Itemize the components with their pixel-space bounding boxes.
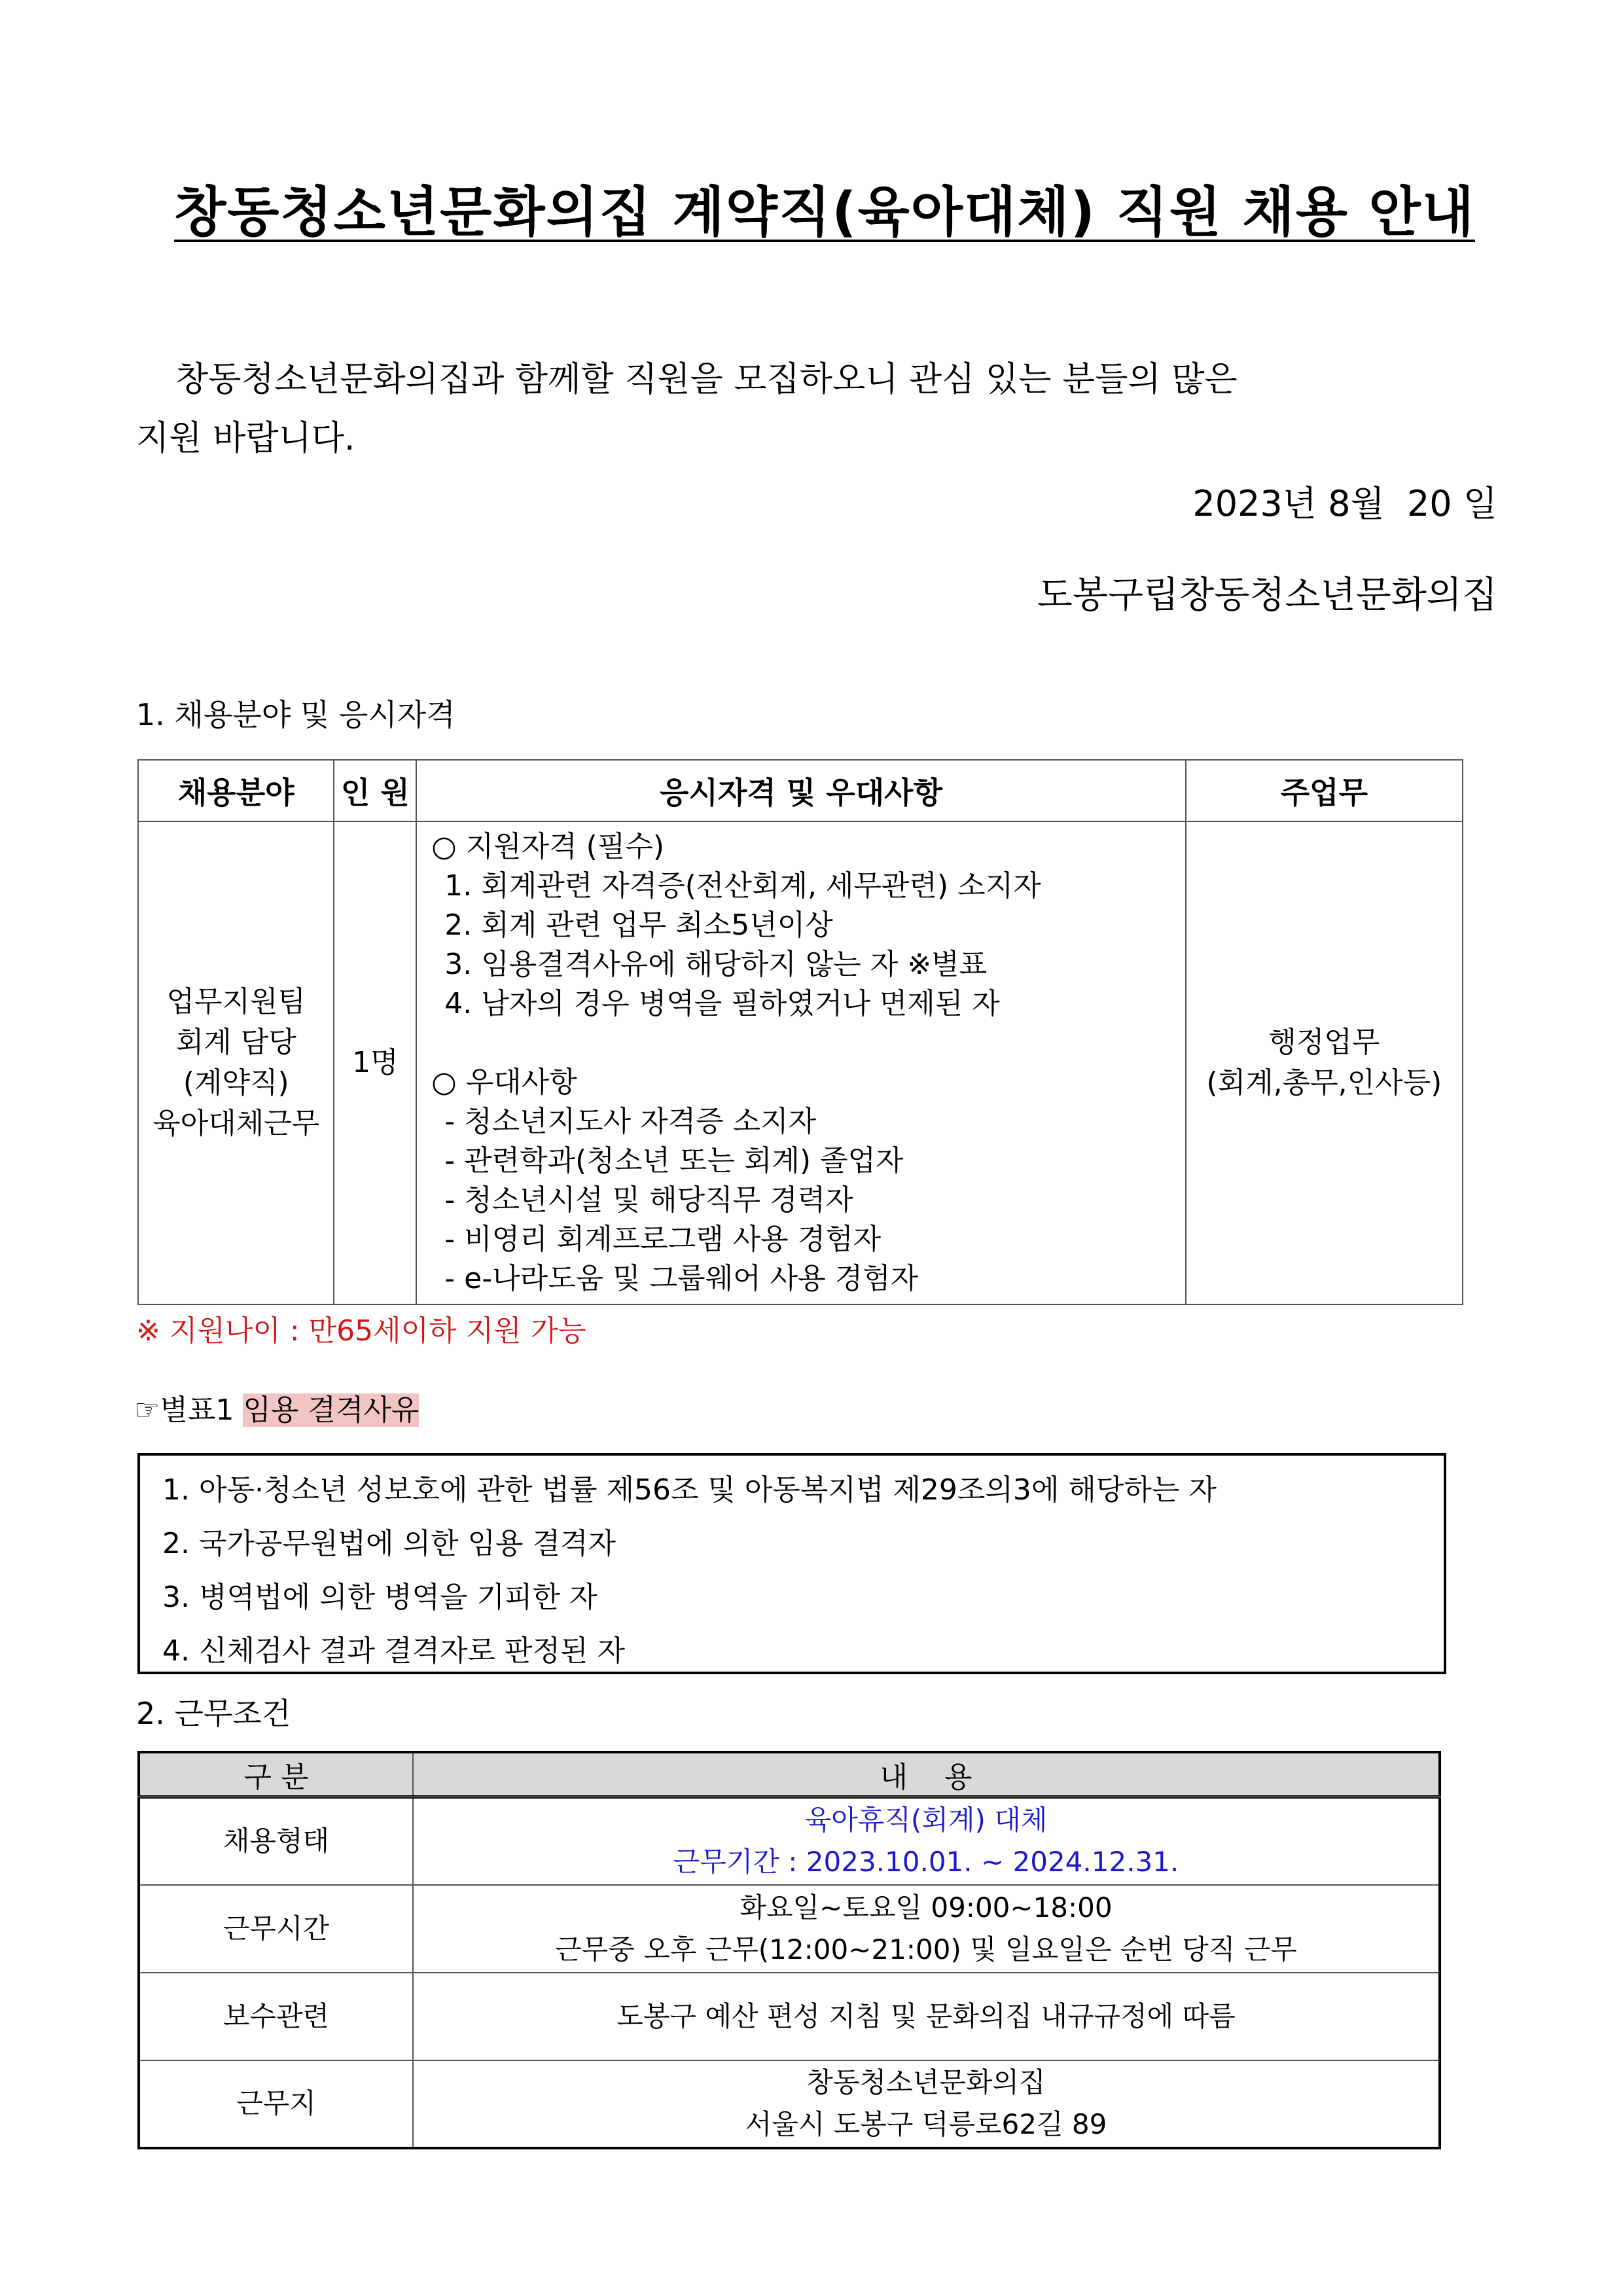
conditions-row xyxy=(139,2060,1440,2148)
header-field: 채용분야 xyxy=(138,760,334,821)
appendix-label-prefix: ☞별표1 xyxy=(134,1393,234,1427)
qualification-item: 3. 임용결격사유에 해당하지 않는 자 ※별표 xyxy=(444,948,988,981)
header-content: 내 용 xyxy=(413,1752,1440,1797)
disqualification-box xyxy=(137,1453,1446,1674)
organization-name: 도봉구립창동청소년문화의집 xyxy=(1037,574,1497,617)
condition-label: 근무지 xyxy=(139,2060,413,2148)
recruitment-table xyxy=(137,759,1463,1305)
condition-line: 근무기간 : 2023.10.01. ~ 2024.12.31. xyxy=(673,1846,1179,1878)
section-2-heading: 2. 근무조건 xyxy=(136,1696,291,1731)
condition-value xyxy=(413,1797,1440,1885)
header-duty: 주업무 xyxy=(1186,760,1463,821)
qualification-item: 2. 회계 관련 업무 최소5년이상 xyxy=(444,908,833,942)
conditions-row xyxy=(139,1797,1440,1885)
field-line: 업무지원팀 xyxy=(166,985,306,1018)
field-line: (계약직) xyxy=(183,1066,289,1100)
qualification-cell xyxy=(416,821,1186,1304)
condition-line: 육아휴직(회계) 대체 xyxy=(804,1804,1048,1837)
condition-line: 서울시 도봉구 덕릉로62길 89 xyxy=(745,2108,1107,2140)
condition-value xyxy=(413,1973,1440,2060)
preference-item: - e-나라도움 및 그룹웨어 사용 경험자 xyxy=(444,1262,919,1295)
duty-cell xyxy=(1186,821,1463,1304)
preference-item: - 관련학과(청소년 또는 회계) 졸업자 xyxy=(444,1144,904,1177)
field-line: 회계 담당 xyxy=(175,1026,296,1059)
condition-line: 창동청소년문화의집 xyxy=(806,2066,1046,2098)
spacer xyxy=(423,1024,1185,1063)
conditions-row xyxy=(139,1885,1440,1973)
age-note: ※ 지원나이 : 만65세이하 지원 가능 xyxy=(136,1314,586,1348)
condition-line: 화요일~토요일 09:00~18:00 xyxy=(740,1891,1113,1924)
condition-label: 채용형태 xyxy=(139,1797,413,1885)
condition-label: 근무시간 xyxy=(139,1885,413,1973)
appendix-label xyxy=(134,1391,419,1430)
header-count: 인 원 xyxy=(334,760,416,821)
conditions-row xyxy=(139,1973,1440,2060)
recruitment-header-row xyxy=(138,760,1463,821)
disqualification-item: 3. 병역법에 의한 병역을 기피한 자 xyxy=(162,1581,597,1614)
condition-line: 근무중 오후 근무(12:00~21:00) 및 일요일은 순번 당직 근무 xyxy=(555,1933,1297,1965)
duty-line: 행정업무 xyxy=(1268,1026,1380,1059)
qualification-item: 1. 회계관련 자격증(전산회계, 세무관련) 소지자 xyxy=(444,869,1041,903)
condition-line: 도봉구 예산 편성 지침 및 문화의집 내규규정에 따름 xyxy=(616,2000,1236,2032)
disqualification-item: 4. 신체검사 결과 결격자로 판정된 자 xyxy=(162,1634,625,1668)
section-1-heading: 1. 채용분야 및 응시자격 xyxy=(136,697,455,732)
preference-item: - 비영리 회계프로그램 사용 경험자 xyxy=(444,1223,882,1256)
condition-value xyxy=(413,2060,1440,2148)
qualification-title: ○ 지원자격 (필수) xyxy=(431,830,665,863)
preference-item: - 청소년시설 및 해당직무 경력자 xyxy=(444,1183,853,1217)
preference-title: ○ 우대사항 xyxy=(431,1066,577,1099)
condition-label: 보수관련 xyxy=(139,1973,413,2060)
header-qualification: 응시자격 및 우대사항 xyxy=(416,760,1186,821)
appendix-label-highlight: 임용 결격사유 xyxy=(243,1393,419,1427)
conditions-header-row xyxy=(139,1752,1440,1797)
conditions-table xyxy=(137,1751,1441,2149)
intro-line-2: 지원 바랍니다. xyxy=(136,419,355,458)
page-title: 창동청소년문화의집 계약직(육아대체) 직원 채용 안내 xyxy=(174,181,1475,243)
field-cell xyxy=(138,821,334,1304)
announcement-date: 2023년 8월 20 일 xyxy=(1192,483,1497,524)
preference-item: - 청소년지도사 자격증 소지자 xyxy=(444,1105,817,1138)
header-category: 구 분 xyxy=(139,1752,413,1797)
duty-line: (회계,총무,인사등) xyxy=(1206,1066,1442,1100)
qualification-item: 4. 남자의 경우 병역을 필하였거나 면제된 자 xyxy=(444,987,1000,1020)
disqualification-item: 2. 국가공무원법에 의한 임용 결격자 xyxy=(162,1527,616,1560)
condition-value xyxy=(413,1885,1440,1973)
intro-line-1: 창동청소년문화의집과 함께할 직원을 모집하오니 관심 있는 분들의 많은 xyxy=(175,360,1238,399)
disqualification-item: 1. 아동·청소년 성보호에 관한 법률 제56조 및 아동복지법 제29조의3에 해당하는 자 xyxy=(162,1473,1217,1507)
recruitment-row xyxy=(138,821,1463,1304)
field-line: 육아대체근무 xyxy=(152,1107,320,1140)
count-cell: 1명 xyxy=(334,821,416,1304)
